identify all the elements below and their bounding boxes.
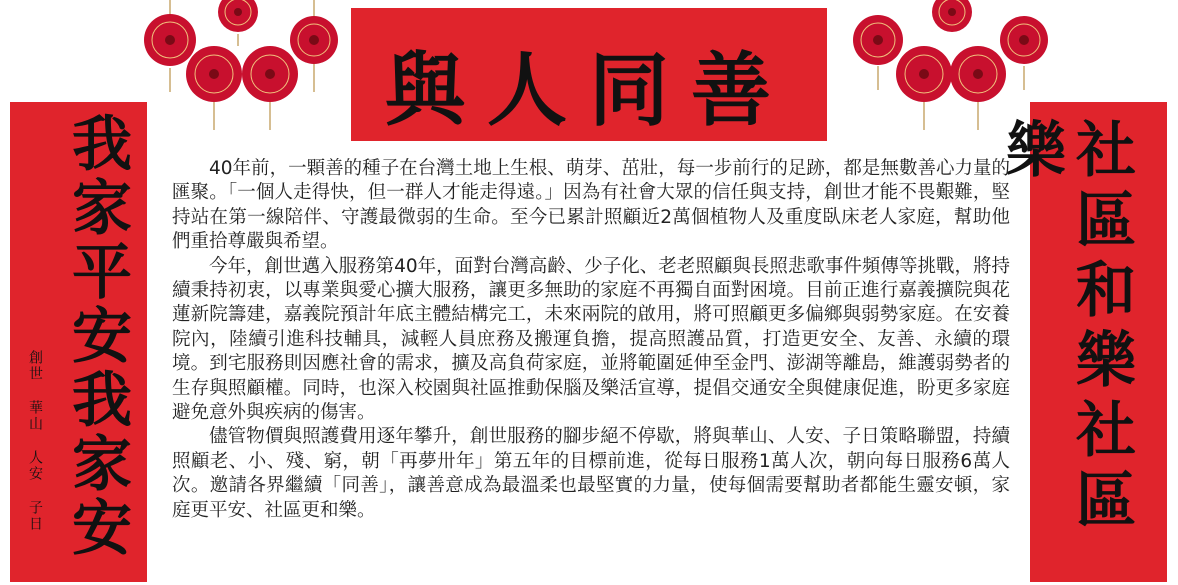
lantern-icon [1000,16,1048,64]
article-paragraph: 40年前，一顆善的種子在台灣土地上生根、萌芽、茁壯，每一步前行的足跡，都是無數善心力量的匯聚。「一個人走得快，但一群人才能走得遠。」因為有社會大眾的信任與支持，創世才能不畏艱難，堅持站在第一線陪伴、守護最微弱的生命。至今已累計照顧近2萬個植物人及重度臥床老人家庭，幫助他們重拾尊嚴與希望。 [172,158,1010,253]
lantern-group-left [138,0,348,135]
lantern-icon [144,14,196,66]
title-banner [351,8,827,141]
right-couplet-text: 社區和樂社區樂 [996,118,1136,538]
lantern-icon [950,46,1006,102]
left-couplet-text: 我家平安我家安 [62,112,132,560]
lantern-icon [932,0,972,32]
lantern-icon [896,46,952,102]
article-paragraph: 儘管物價與照護費用逐年攀升，創世服務的腳步絕不停歇，將與華山、人安、子日策略聯盟，持續照顧老、小、殘、窮，朝「再夢卅年」第五年的目標前進，從每日服務1萬人次，朝向每日服務6萬人次。邀請各界繼續「同善」，讓善意成為最溫柔也最堅實的力量，使每個需要幫助者都能生靈安頓，家庭更平安、社區更和樂。 [172,426,1010,521]
left-couplet-scroll [10,102,147,582]
lantern-icon [242,46,298,102]
lantern-group-right [848,0,1058,135]
calligraphy-signature: 創世 華山 人安 子日 [27,350,43,532]
article-paragraph: 今年，創世邁入服務第40年，面對台灣高齡、少子化、老老照顧與長照悲歌事件頻傳等挑戰，將持續秉持初衷，以專業與愛心擴大服務，讓更多無助的家庭不再獨自面對困境。目前正進行嘉義擴院與花蓮新院籌建，嘉義院預計年底主體結構完工，未來兩院的啟用，將可照顧更多偏鄉與弱勢家庭。在安養院內，陸續引進科技輔具，減輕人員庶務及搬運負擔，提高照護品質，打造更安全、友善、永續的環境。到宅服務則因應社會的需求，擴及高負荷家庭，並將範圍延伸至金門、澎湖等離島，維護弱勢者的生存與照顧權。同時，也深入校園與社區推動保腦及樂活宣導，提倡交通安全與健康促進，盼更多家庭避免意外與疾病的傷害。 [172,255,1010,424]
right-couplet-scroll [996,102,1167,582]
lantern-icon [290,16,338,64]
banner-title: 與人同善 [385,43,793,137]
lantern-icon [186,46,242,102]
article-body [172,157,1010,523]
lantern-icon [218,0,258,32]
lantern-icon [853,15,903,65]
